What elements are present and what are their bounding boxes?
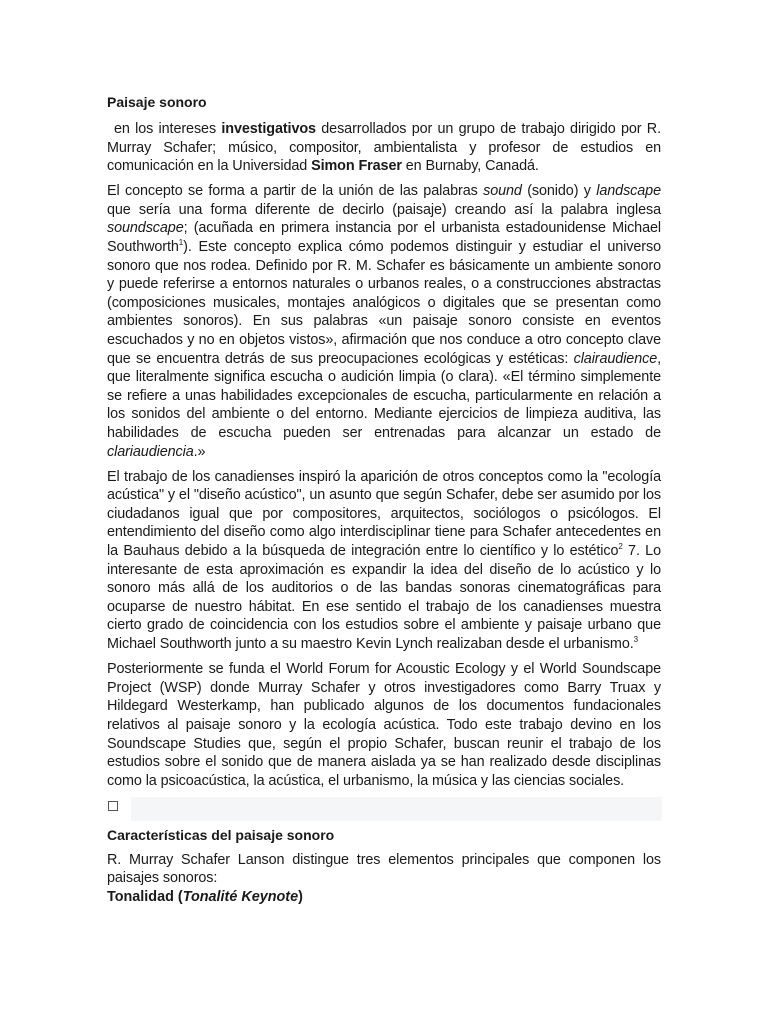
footnote-ref[interactable]: 3	[633, 635, 638, 645]
footnote-ref[interactable]: 1	[178, 238, 184, 248]
text-run: ; (acuñada en primera instancia por el urbanista estadounidense Michael Southworth	[107, 220, 661, 256]
text-run: El concepto se forma a partir de la unión de las palabras	[107, 183, 484, 200]
italic-term: landscape	[596, 183, 661, 200]
section-title: Características del paisaje sonoro	[107, 826, 335, 843]
paragraph-wsp: Posteriormente se funda el World Forum for Acoustic Ecology y el World Soundscape Project (WSP) donde Murray Schafer y otros investigadores como Barry Truax y Hildegard Westerkamp, han publicado algunos de los documentos fundacionales relativos al paisaje sonoro y la ecología acústica. Todo este trabajo devino en los Soundscape Studies que, según el propio Schafer, buscan reunir el trabajo de los estudios sobre el sonido que de manera aislada ya se han realizado desde disciplinas como la psicoacústica, la acústica, el urbanismo, la música y las ciencias sociales.	[107, 661, 661, 789]
bold-term: investigativos	[221, 121, 316, 137]
text-run: que sería una forma diferente de decirlo (paisaje) creando así la palabra inglesa	[107, 201, 661, 218]
text-run: en los intereses	[114, 121, 222, 137]
italic-term: Tonalité Keynote	[182, 888, 299, 905]
text-run: , que literalmente significa escucha o audición limpia (o clara). «El término simplemente se refiere a unas habilidades excepcionales de escucha, particularmente en relación a los sonidos del ambiente o del entorno. Mediante ejercicios de limpieza auditiva, las habilidades de escucha pueden ser entrenadas para alcanzar un estado de	[107, 350, 661, 441]
document-page	[107, 90, 661, 907]
footnote-ref[interactable]: 2	[618, 542, 623, 552]
subheading-tonalidad	[107, 888, 661, 907]
text-run: )	[298, 888, 303, 905]
image-placeholder-row	[107, 797, 661, 821]
text-run: El trabajo de los canadienses inspiró la aparición de otros conceptos como la "ecología acústica" y el "diseño acústico", un asunto que según Schafer, debe ser asumido por los ciudadanos igual que por compositores, arquitectos, sociólogos o psicólogos. El entendimiento del diseño como algo interdisciplinar tiene para Schafer antecedentes en la Bauhaus debido a la búsqueda de integración entre lo científico y lo estético	[107, 468, 661, 560]
text-run: (sonido) y	[521, 183, 597, 200]
paragraph-canadians	[107, 468, 661, 654]
italic-term: clairaudience	[573, 350, 658, 367]
bold-term: Simon Fraser	[311, 158, 402, 175]
paragraph-concept	[107, 182, 661, 461]
text-run: Tonalidad (	[107, 888, 183, 905]
italic-term: clariaudiencia	[107, 443, 194, 460]
document-title: Paisaje sonoro	[107, 94, 207, 110]
image-placeholder-band	[131, 797, 662, 821]
paragraph-intro	[107, 120, 661, 176]
paragraph-elements: R. Murray Schafer Lanson distingue tres elementos principales que componen los paisajes sonoros:	[107, 851, 661, 887]
italic-term: sound	[483, 183, 522, 200]
text-run: desarrollados por un grupo de trabajo dirigido por R. Murray Schafer; músico, compositor, ambientalista y profesor de estudios en comunicación en la Universidad	[107, 121, 661, 175]
broken-image-icon[interactable]	[108, 801, 118, 811]
text-run: ). Este concepto explica cómo podemos distinguir y estudiar el universo sonoro que nos rodea. Definido por R. M. Schafer es básicamente un ambiente sonoro y puede referirse a entornos naturales o urbanos reales, o a construcciones abstractas (composiciones musicales, montajes analógicos o digitales que se presentan como ambientes sonoros). En sus palabras «un paisaje sonoro consiste en eventos escuchados y no en objetos vistos», afirmación que nos conduce a otro concepto clave que se encuentra detrás de sus preocupaciones ecológicas y estéticas:	[107, 239, 661, 367]
text-run: 7. Lo interesante de esta aproximación es expandir la idea del diseño de lo acústico y lo sonoro más allá de los auditorios o de las bandas sonoras cinematográficas para ocuparse de nuestro hábitat. En ese sentido el trabajo de los canadienses muestra cierto grado de coincidencia con los estudios sobre el ambiente y paisaje urbano que Michael Southworth junto a su maestro Kevin Lynch realizaban desde el urbanismo.	[107, 543, 661, 653]
text-run: en Burnaby, Canadá.	[401, 158, 539, 175]
text-run: .»	[193, 443, 206, 460]
italic-term: soundscape	[107, 220, 184, 237]
